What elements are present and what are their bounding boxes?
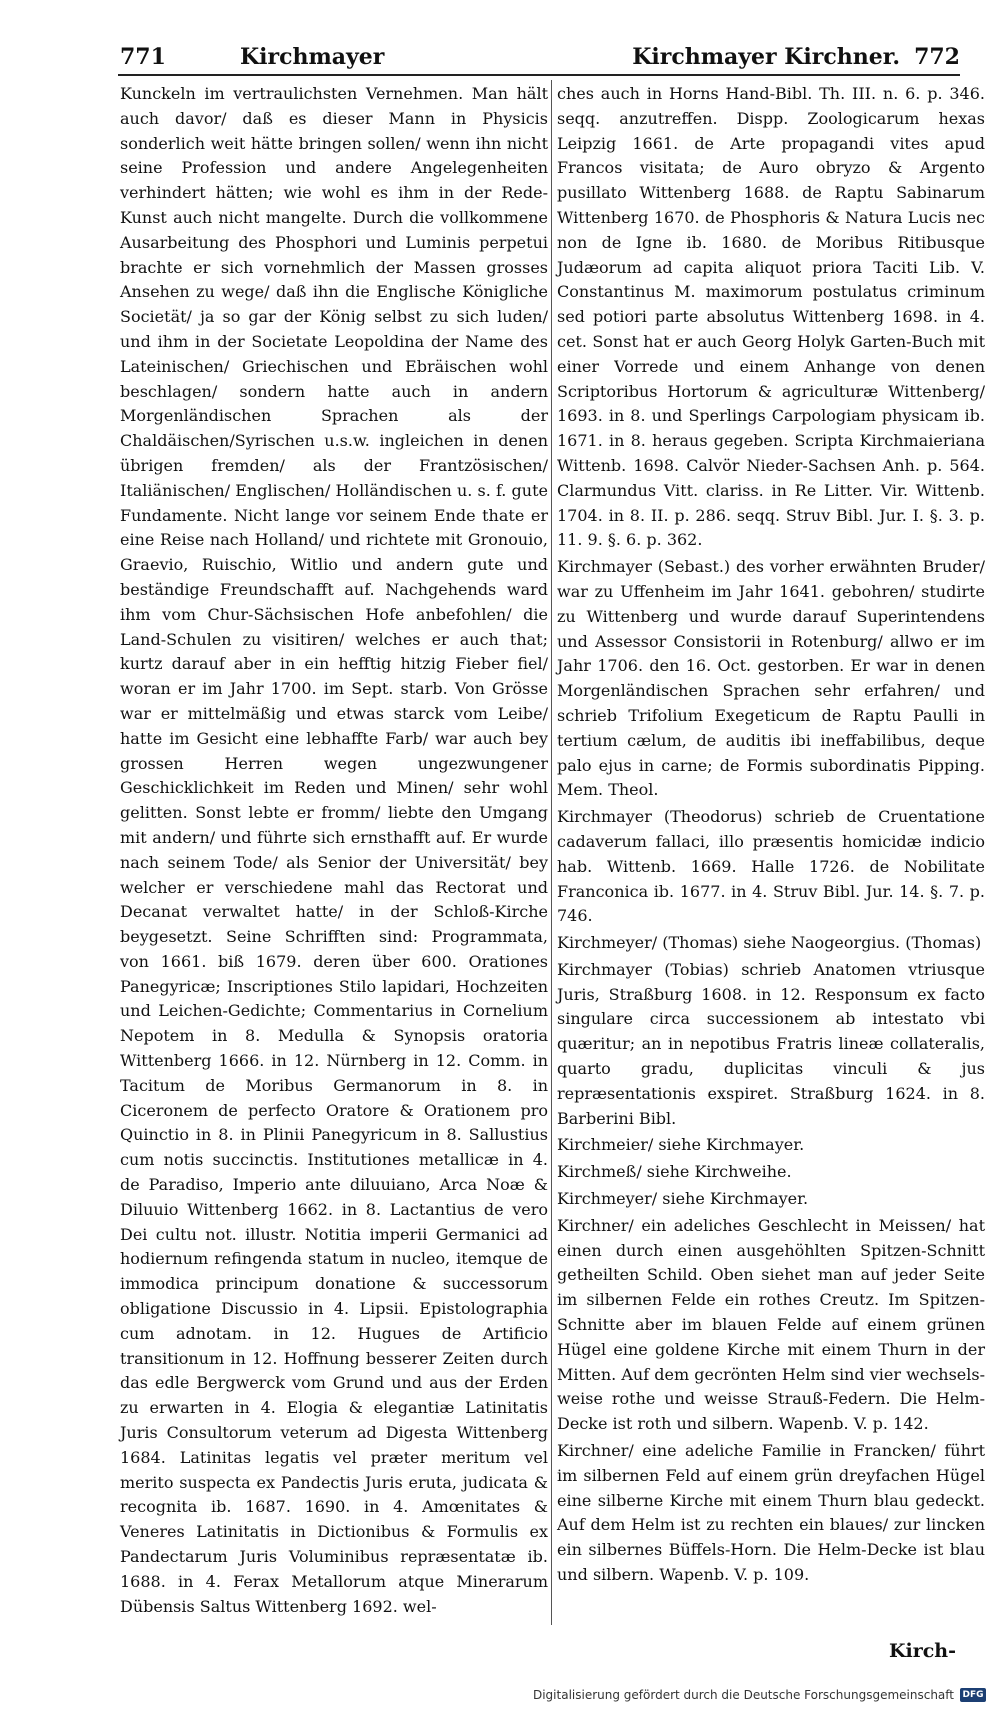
entry-continuation: ches auch in Horns Hand-Bibl. Th. III. n. 6. p. 346. seqq. anzutreffen. Dispp. Zoologicarum hexas Leipzig 1661. de Arte propagandi vites apud Francos visitata; de Auro obryzo & Argento pusillato Wittenberg 1688. de Raptu Sabinarum Wittenberg 1670. de Phosphoris & Natura Lucis nec non de Igne ib. 1680. de Moribus Ritibusque Judæorum ad capita aliquot priora Taciti Lib. V. Constantinus M. maximorum postulatus criminum sed potiori parte absolutus Wittenberg 1698. in 4. cet. Sonst hat er auch Georg Holyk Garten-Buch mit einer Vorrede und einem Anhange von denen Scriptoribus Hortorum & agriculturæ Wittenberg/ 1693. in 8. und Sperlings Carpologiam physicam ib. 1671. in 8. heraus gegeben. Scripta Kirchmaieriana Wittenb. 1698. Calvör Nieder-Sachsen Anh. p. 564. Clarmundus Vitt. clariss. in Re Litter. Vir. Wittenb. 1704. in 8. II. p. 286. seqq. Struv Bibl. Jur. I. §. 3. p. 11. 9. §. 6. p. 362.: [557, 84, 985, 550]
entry-kirchmeyer-thomas: Kirchmeyer/ (Thomas) siehe Naogeorgius. (Thomas): [557, 933, 982, 953]
entry-kirchmayer-tobias: Kirchmayer (Tobias) schrieb Anatomen vtriusque Juris, Straßburg 1608. in 12. Responsum ex facto singulare circa successionem ab intestato vbi quæritur; an in nepotibus Fratris lineæ collateralis, quarto gradu, duplicitas vinculi & jus repræsentationis exspiret. Straßburg 1624. in 8. Barberini Bibl.: [557, 959, 985, 1128]
footer-text: Digitalisierung gefördert durch die Deutsche Forschungsgemeinschaft: [532, 1688, 954, 1702]
left-column-text: Kunckeln im vertraulichsten Vernehmen. Man hält auch davor/ daß es dieser Mann in Physicis sonderlich weit hätte bringen sollen/ wenn ihn nicht seine Profession und andere Angelegenheiten verhindert hätten; wie wohl es ihm in der Rede-Kunst auch nicht mangelte. Durch die vollkommene Ausarbeitung des Phosphori und Luminis perpetui brachte er sich vornehmlich der Massen grosses Ansehen zu wege/ daß ihn die Englische Königliche Societät/ ja so gar der König selbst zu sich luden/ und ihm in der Societate Leopoldina der Name des Lateinischen/ Griechischen und Ebräischen wohl beschlagen/ sondern hatte auch in andern Morgenländischen Sprachen als der Chaldäischen/Syrischen u.s.w. ingleichen in denen übrigen fremden/ als der Frantzösischen/ Italiänischen/ Englischen/ Holländischen u. s. f. gute Fundamente. Nicht lange vor seinem Ende thate er eine Reise nach Holland/ und richtete mit Gronouio, Graevio, Ruischio, Witlio und andern gute und beständige Freundschafft auf. Nachgehends ward ihm vom Chur-Sächsischen Hofe anbefohlen/ die Land-Schulen zu visitiren/ welches er auch that; kurtz darauf aber in ein hefftig hitzig Fieber fiel/ woran er im Jahr 1700. im Sept. starb. Von Grösse war er mittelmäßig und etwas starck vom Leibe/ hatte im Gesicht eine lebhaffte Farb/ war auch bey grossen Herren wegen ungezwungener Geschicklichkeit im Reden und Minen/ sehr wohl gelitten. Sonst lebte er fromm/ liebte den Umgang mit andern/ und führte sich ernsthafft auf. Er wurde nach seinem Tode/ als Senior der Universität/ bey welcher er verschiedene mahl das Rectorat und Decanat verwaltet hatte/ in der Schloß-Kirche beygesetzt. Seine Schrifften sind: Programmata, von 1661. biß 1679. deren über 600. Orationes Panegyricæ; Inscriptiones Stilo lapidari, Hochzeiten und Leichen-Gedichte; Commentarius in Cornelium Nepotem in 8. Medulla & Synopsis oratoria Wittenberg 1666. in 12. Nürnberg in 12. Comm. in Tacitum de Moribus Germanorum in 8. in Ciceronem de perfecto Oratore & Orationem pro Quinctio in 8. in Plinii Panegyricum in 8. Sallustius cum notis succinctis. Institutiones metallicæ in 4. de Paradiso, Imperio ante diluuiano, Arca Noæ & Diluuio Wittenberg 1662. in 8. Lactantius de vero Dei cultu not. illustr. Notitia imperii Germanici ad hodiernum refingenda statum in nucleo, itemque de immodica principum donatione & successorum obligatione Discussio in 4. Lipsii. Epistolographia cum adnotam. in 12. Hugues de Artificio transitionum in 12. Hoffnung besserer Zeiten durch das edle Bergwerck vom Grund und aus der Erden zu erwarten in 4. Elogia & elegantiæ Latinitatis Juris Consultorum veterum ad Digesta Wittenberg 1684. Latinitas legatis vel præter meritum vel merito suspecta ex Pandectis Juris eruta, judicata & recognita ib. 1687. 1690. in 4. Amœnitates & Veneres Latinitatis in Dictionibus & Formulis ex Pandectarum Juris Voluminibus repræsentatæ ib. 1688. in 4. Ferax Metallorum atque Minerarum Dübensis Saltus Wittenberg 1692. wel-: [120, 84, 548, 1616]
entry-kirchmeyer: Kirchmeyer/ siehe Kirchmayer.: [557, 1189, 809, 1209]
entry-kirchner-meissen: Kirchner/ ein adeliches Geschlecht in Meissen/ hat einen durch einen ausgehöhlten Spitzen-Schnitt getheilten Schild. Oben siehet man auf jeder Seite im silbernen Felde ein rothes Creutz. Im Spitzen-Schnitte aber im blauen Felde auf einem grünen Hügel eine goldene Kirche mit einem Thurn in der Mitten. Auf dem gecrönten Helm sind vier wechsels-weise rothe und weisse Strauß-Federn. Die Helm-Decke ist roth und silbern. Wapenb. V. p. 142.: [557, 1215, 985, 1434]
entry-kirchmayer-theodorus: Kirchmayer (Theodorus) schrieb de Cruentatione cadaverum fallaci, illo præsentis homicidæ indicio hab. Wittenb. 1669. Halle 1726. de Nobilitate Franconica ib. 1677. in 4. Struv Bibl. Jur. 14. §. 7. p. 746.: [557, 807, 985, 926]
running-header: [120, 44, 960, 74]
catchword: Kirch-: [888, 1640, 956, 1662]
entry-kirchmeier: Kirchmeier/ siehe Kirchmayer.: [557, 1135, 805, 1155]
running-title-left: Kirchmayer: [240, 44, 385, 70]
entry-kirchmayer-sebast: Kirchmayer (Sebast.) des vorher erwähnten Bruder/ war zu Uffenheim im Jahr 1641. gebohren/ studirte zu Wittenberg und wurde darauf Superintendens und Assessor Consistorii in Rotenburg/ allwo er im Jahr 1706. den 16. Oct. gestorben. Er war in denen Morgenländischen Sprachen sehr erfahren/ und schrieb Trifolium Exegeticum de Raptu Paulli in tertium cælum, de auditis ibi ineffabilibus, deque palo ejus in carne; de Formis subordinatis Pipping. Mem. Theol.: [557, 557, 985, 800]
left-column: [120, 82, 548, 1619]
dfg-logo-icon: DFG: [960, 1688, 986, 1702]
header-rule: [118, 74, 960, 76]
column-divider: [551, 80, 552, 1625]
digitization-footer: [533, 1688, 986, 1702]
entry-kirchner-francken: Kirchner/ eine adeliche Familie in Francken/ führt im silbernen Feld auf einem grün dreyfachen Hügel eine silberne Kirche mit einem Thurn blau gedeckt. Auf dem Helm ist zu rechten ein blaues/ zur lincken ein silbernes Büffels-Horn. Die Helm-Decke ist blau und silbern. Wapenb. V. p. 109.: [557, 1441, 985, 1585]
entry-kirchmess: Kirchmeß/ siehe Kirchweihe.: [557, 1162, 792, 1182]
right-column: [557, 82, 985, 1588]
page-number-right: 772: [914, 44, 960, 70]
page-number-left: 771: [120, 44, 166, 70]
running-title-right: Kirchmayer Kirchner.: [632, 44, 900, 70]
